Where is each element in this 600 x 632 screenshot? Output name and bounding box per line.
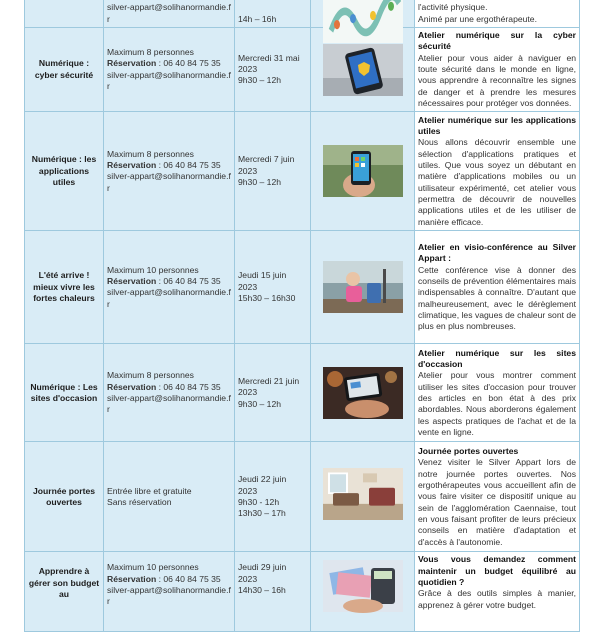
- workshop-date: [235, 442, 311, 552]
- date-day: Jeudi 22 juin 2023: [238, 474, 287, 496]
- info-capacity: Maximum 8 personnes: [107, 370, 194, 381]
- table-row: [25, 28, 580, 112]
- workshop-date: [235, 344, 311, 442]
- desc-title: Atelier numérique sur les applications utiles: [418, 114, 576, 137]
- date-day: Jeudi 29 juin 2023: [238, 562, 287, 584]
- date-time: 14h – 16h: [238, 13, 277, 24]
- workshop-date: [235, 112, 311, 231]
- workshop-info: [104, 442, 235, 552]
- reservation-phone[interactable]: : 06 40 84 75 35: [156, 160, 221, 171]
- workshop-description: [415, 344, 580, 442]
- workshop-description: [415, 0, 580, 28]
- table-row: [25, 112, 580, 231]
- workshop-info: [104, 0, 235, 28]
- workshop-date: [235, 0, 311, 28]
- workshop-title: [25, 0, 104, 28]
- info-capacity: Maximum 10 personnes: [107, 264, 199, 275]
- desc-body: Cette conférence vise à donner des conseils de prévention élémentaires mais indispensables à connaître. D'autant que malheureusement, avec le dérèglement climatique, les vagues de chaleur sont de plus en plus nombreuses.: [418, 264, 576, 332]
- info-no-booking: Sans réservation: [107, 496, 172, 507]
- workshop-image-cell: [311, 552, 415, 632]
- desc-title: Atelier en visio-conférence au Silver Appart :: [418, 242, 576, 264]
- workshop-image-cell: [311, 112, 415, 231]
- info-email[interactable]: silver-appart@solihanormandie.fr: [107, 585, 231, 607]
- date-day: Jeudi 15 juin 2023: [238, 270, 287, 292]
- table-row: [25, 231, 580, 344]
- info-email[interactable]: silver-appart@solihanormandie.fr: [107, 171, 231, 193]
- workshop-description: [415, 552, 580, 632]
- desc-body: Atelier pour vous aider à naviguer en toute sécurité dans le monde en ligne, vous apprendre à reconnaître les signes de danger et à prendre les mesures nécessaires pour protéger vos données.: [418, 52, 576, 109]
- workshop-info: [104, 231, 235, 344]
- reservation-label: Réservation: [107, 573, 157, 584]
- workshop-date: [235, 28, 311, 112]
- workshop-title: L'été arrive ! mieux vivre les fortes chaleurs: [25, 231, 104, 344]
- workshop-date: [235, 231, 311, 344]
- workshop-title: Apprendre à gérer son budget au: [25, 552, 104, 632]
- board-game-image: [323, 0, 403, 25]
- desc-body: Atelier pour vous montrer comment utiliser les sites d'occasion pour trouver des articles en bon état à des prix abordables. Nous aborderons également les aspects pratiques de l'achat et de la vente en ligne.: [418, 370, 576, 437]
- desc-body: Venez visiter le Silver Appart lors de notre journée portes ouvertes. Nos ergothérapeutes vous accueillent afin de vous faire visiter ce dispositif unique au sein de l'agglomération Caennaise, tout en vous faisant profiter de leurs précieux conseils en matière d'adaptation et d'accès à l'autonomie.: [418, 457, 576, 547]
- workshop-date: [235, 552, 311, 632]
- workshop-info: [104, 552, 235, 632]
- info-reservation: [107, 574, 231, 585]
- living-room-image: [323, 468, 403, 526]
- workshop-description: [415, 28, 580, 112]
- date-time: 9h30 – 12h: [238, 398, 282, 409]
- desc-title: Vous vous demandez comment maintenir un budget équilibré au quotidien ?: [418, 554, 576, 588]
- date-time: 14h30 – 16h: [238, 585, 286, 596]
- smartphone-shopping-image: [323, 367, 403, 419]
- date-time: 9h30 – 12h: [238, 177, 282, 188]
- workshop-description: [415, 112, 580, 231]
- date-day: Mercredi 21 juin 2023: [238, 375, 300, 398]
- workshop-title: Journée portes ouvertes: [25, 442, 104, 552]
- reservation-label: Réservation: [107, 58, 157, 69]
- workshop-image-cell: [311, 344, 415, 442]
- workshop-image-cell: [311, 0, 415, 28]
- date-time: 13h30 – 17h: [238, 508, 286, 519]
- desc-body: Nous allons découvrir ensemble une sélection d'applications pratiques et utiles. Que vous soyez un débutant en matière d'applications mobiles ou un utilisateur expérimenté, cet atelier vous permettra de découvrir de nouvelles applications utiles et de les utiliser de manière efficace.: [418, 137, 576, 227]
- workshop-description: [415, 442, 580, 552]
- workshop-image-cell: [311, 231, 415, 344]
- date-time: 15h30 – 16h30: [238, 293, 296, 304]
- info-reservation: [107, 382, 231, 393]
- desc-title: Atelier numérique sur les sites d'occasion: [418, 347, 576, 369]
- desc-title: Journée portes ouvertes: [418, 445, 519, 456]
- info-email[interactable]: silver-appart@solihanormandie.fr: [107, 69, 231, 92]
- info-email[interactable]: silver-appart@solihanormandie.fr: [107, 287, 231, 309]
- table-row: [25, 442, 580, 552]
- info-email[interactable]: silver-appart@solihanormandie.fr: [107, 392, 231, 415]
- smartphone-hand-image: [323, 145, 403, 197]
- date-time: 9h30 - 12h: [238, 496, 280, 507]
- workshop-description: [415, 231, 580, 344]
- reservation-label: Réservation: [107, 160, 157, 171]
- reservation-label: Réservation: [107, 381, 157, 392]
- info-reservation: [107, 58, 231, 69]
- workshop-info: [104, 28, 235, 112]
- date-day: Mercredi 7 juin 2023: [238, 154, 295, 176]
- workshop-table: [24, 0, 580, 632]
- info-free-entry: Entrée libre et gratuite: [107, 485, 192, 496]
- workshop-title: Numérique : Les sites d'occasion: [25, 344, 104, 442]
- info-email[interactable]: silver-appart@solihanormandie.fr: [107, 2, 231, 24]
- date-day: Mercredi 31 mai 2023: [238, 52, 300, 75]
- workshop-title: Numérique : les applications utiles: [25, 112, 104, 231]
- workshop-info: [104, 112, 235, 231]
- reservation-label: Réservation: [107, 276, 157, 287]
- table-row: [25, 552, 580, 632]
- workshop-info: [104, 344, 235, 442]
- info-capacity: Maximum 8 personnes: [107, 148, 194, 159]
- desc-body: Grâce à des outils simples à manier, apprenez à gérer votre budget.: [418, 588, 576, 610]
- desc-body: l'activité physique. Animé par une ergothérapeute.: [418, 2, 537, 24]
- smartphone-security-image: [323, 44, 403, 96]
- reservation-phone[interactable]: : 06 40 84 75 35: [156, 381, 221, 392]
- workshop-title: Numérique : cyber sécurité: [25, 28, 104, 112]
- summer-heat-image: [323, 261, 403, 313]
- table-row: [25, 0, 580, 28]
- table-row: [25, 344, 580, 442]
- info-reservation: [107, 276, 231, 287]
- desc-title: Atelier numérique sur la cyber sécurité: [418, 30, 576, 52]
- info-capacity: Maximum 10 personnes: [107, 562, 199, 573]
- info-capacity: Maximum 8 personnes: [107, 47, 194, 58]
- workshop-image-cell: [311, 442, 415, 552]
- reservation-phone[interactable]: : 06 40 84 75 35: [156, 573, 221, 584]
- info-reservation: [107, 160, 231, 171]
- budget-calculator-image: [323, 560, 403, 612]
- reservation-phone[interactable]: : 06 40 84 75 35: [156, 276, 221, 287]
- reservation-phone[interactable]: : 06 40 84 75 35: [156, 58, 221, 69]
- date-time: 9h30 – 12h: [238, 75, 282, 86]
